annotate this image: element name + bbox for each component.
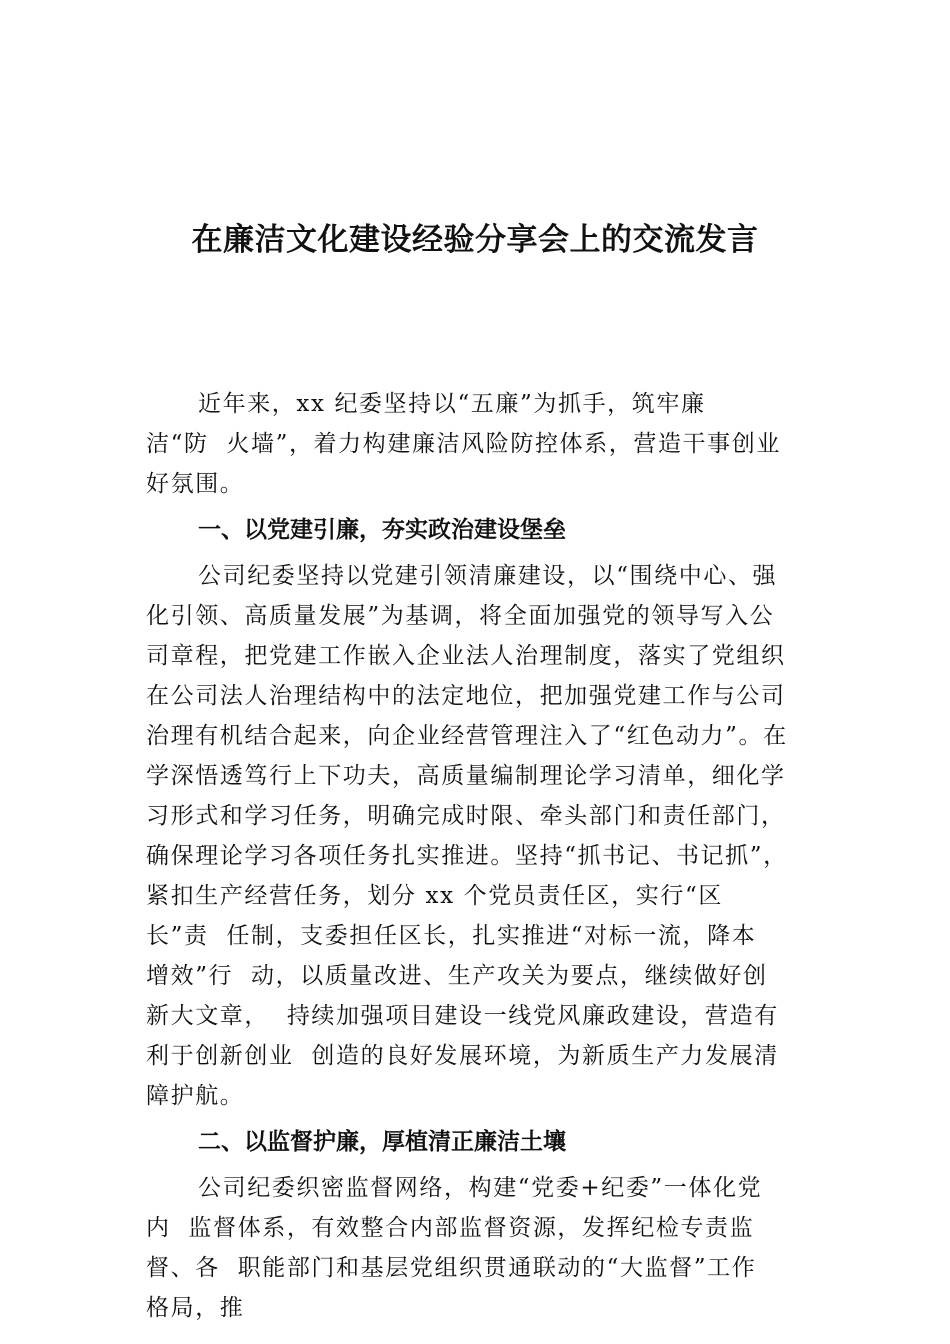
- section-2-paragraph: [146, 1168, 806, 1328]
- text-line: 治理有机结合起来，向企业经营管理注入了“红色动力”。在: [146, 723, 788, 749]
- text-line: 确保理论学习各项任务扎实推进。坚持“抓书记、书记抓”，: [146, 843, 788, 869]
- text-line: 学深悟透笃行上下功夫，高质量编制理论学习清单，细化学: [146, 763, 786, 789]
- text-line: 新大文章， 持续加强项目建设一线党风廉政建设，营造有: [146, 1003, 779, 1029]
- section-heading-2: 二、以监督护廉，厚植清正廉洁土壤: [198, 1129, 566, 1155]
- text-line: 障护航。: [146, 1083, 245, 1109]
- text-line: 利于创新创业 创造的良好发展环境，为新质生产力发展清: [146, 1043, 779, 1069]
- section-1-paragraph: [146, 556, 806, 1116]
- text-line: 紧扣生产经营任务，划分 xx 个党员责任区，实行“区: [146, 883, 723, 909]
- intro-paragraph: [146, 384, 806, 504]
- text-line: 洁“防 火墙”，着力构建廉洁风险防控体系，营造干事创业: [146, 431, 781, 457]
- text-line: 公司纪委坚持以党建引领清廉建设，以“围绕中心、强: [198, 563, 778, 589]
- text-line: 习形式和学习任务，明确完成时限、牵头部门和责任部门，: [146, 803, 786, 829]
- text-line: 化引领、高质量发展”为基调，将全面加强党的领导写入公: [146, 603, 775, 629]
- text-line: 内 监督体系，有效整合内部监督资源，发挥纪检专责监: [146, 1215, 755, 1241]
- text-line: 在公司法人治理结构中的法定地位，把加强党建工作与公司: [146, 683, 786, 709]
- text-line: 司章程，把党建工作嵌入企业法人治理制度，落实了党组织: [146, 643, 786, 669]
- text-line: 公司纪委织密监督网络，构建“党委+纪委”一体化党: [198, 1175, 763, 1201]
- section-heading-1: 一、以党建引廉，夯实政治建设堡垒: [198, 517, 566, 543]
- text-line: 督、各 职能部门和基层党组织贯通联动的“大监督”工作: [146, 1255, 757, 1281]
- text-line: 长”责 任制，支委担任区长，扎实推进“对标一流，降本: [146, 923, 757, 949]
- document-title: 在廉洁文化建设经验分享会上的交流发言: [191, 222, 759, 258]
- text-line: 近年来，xx 纪委坚持以“五廉”为抓手，筑牢廉: [198, 391, 706, 417]
- text-line: 格局，推: [146, 1295, 245, 1321]
- text-line: 增效”行 动，以质量改进、生产攻关为要点，继续做好创: [146, 963, 768, 989]
- document-body: [146, 384, 806, 1328]
- text-line: 好氛围。: [146, 471, 245, 497]
